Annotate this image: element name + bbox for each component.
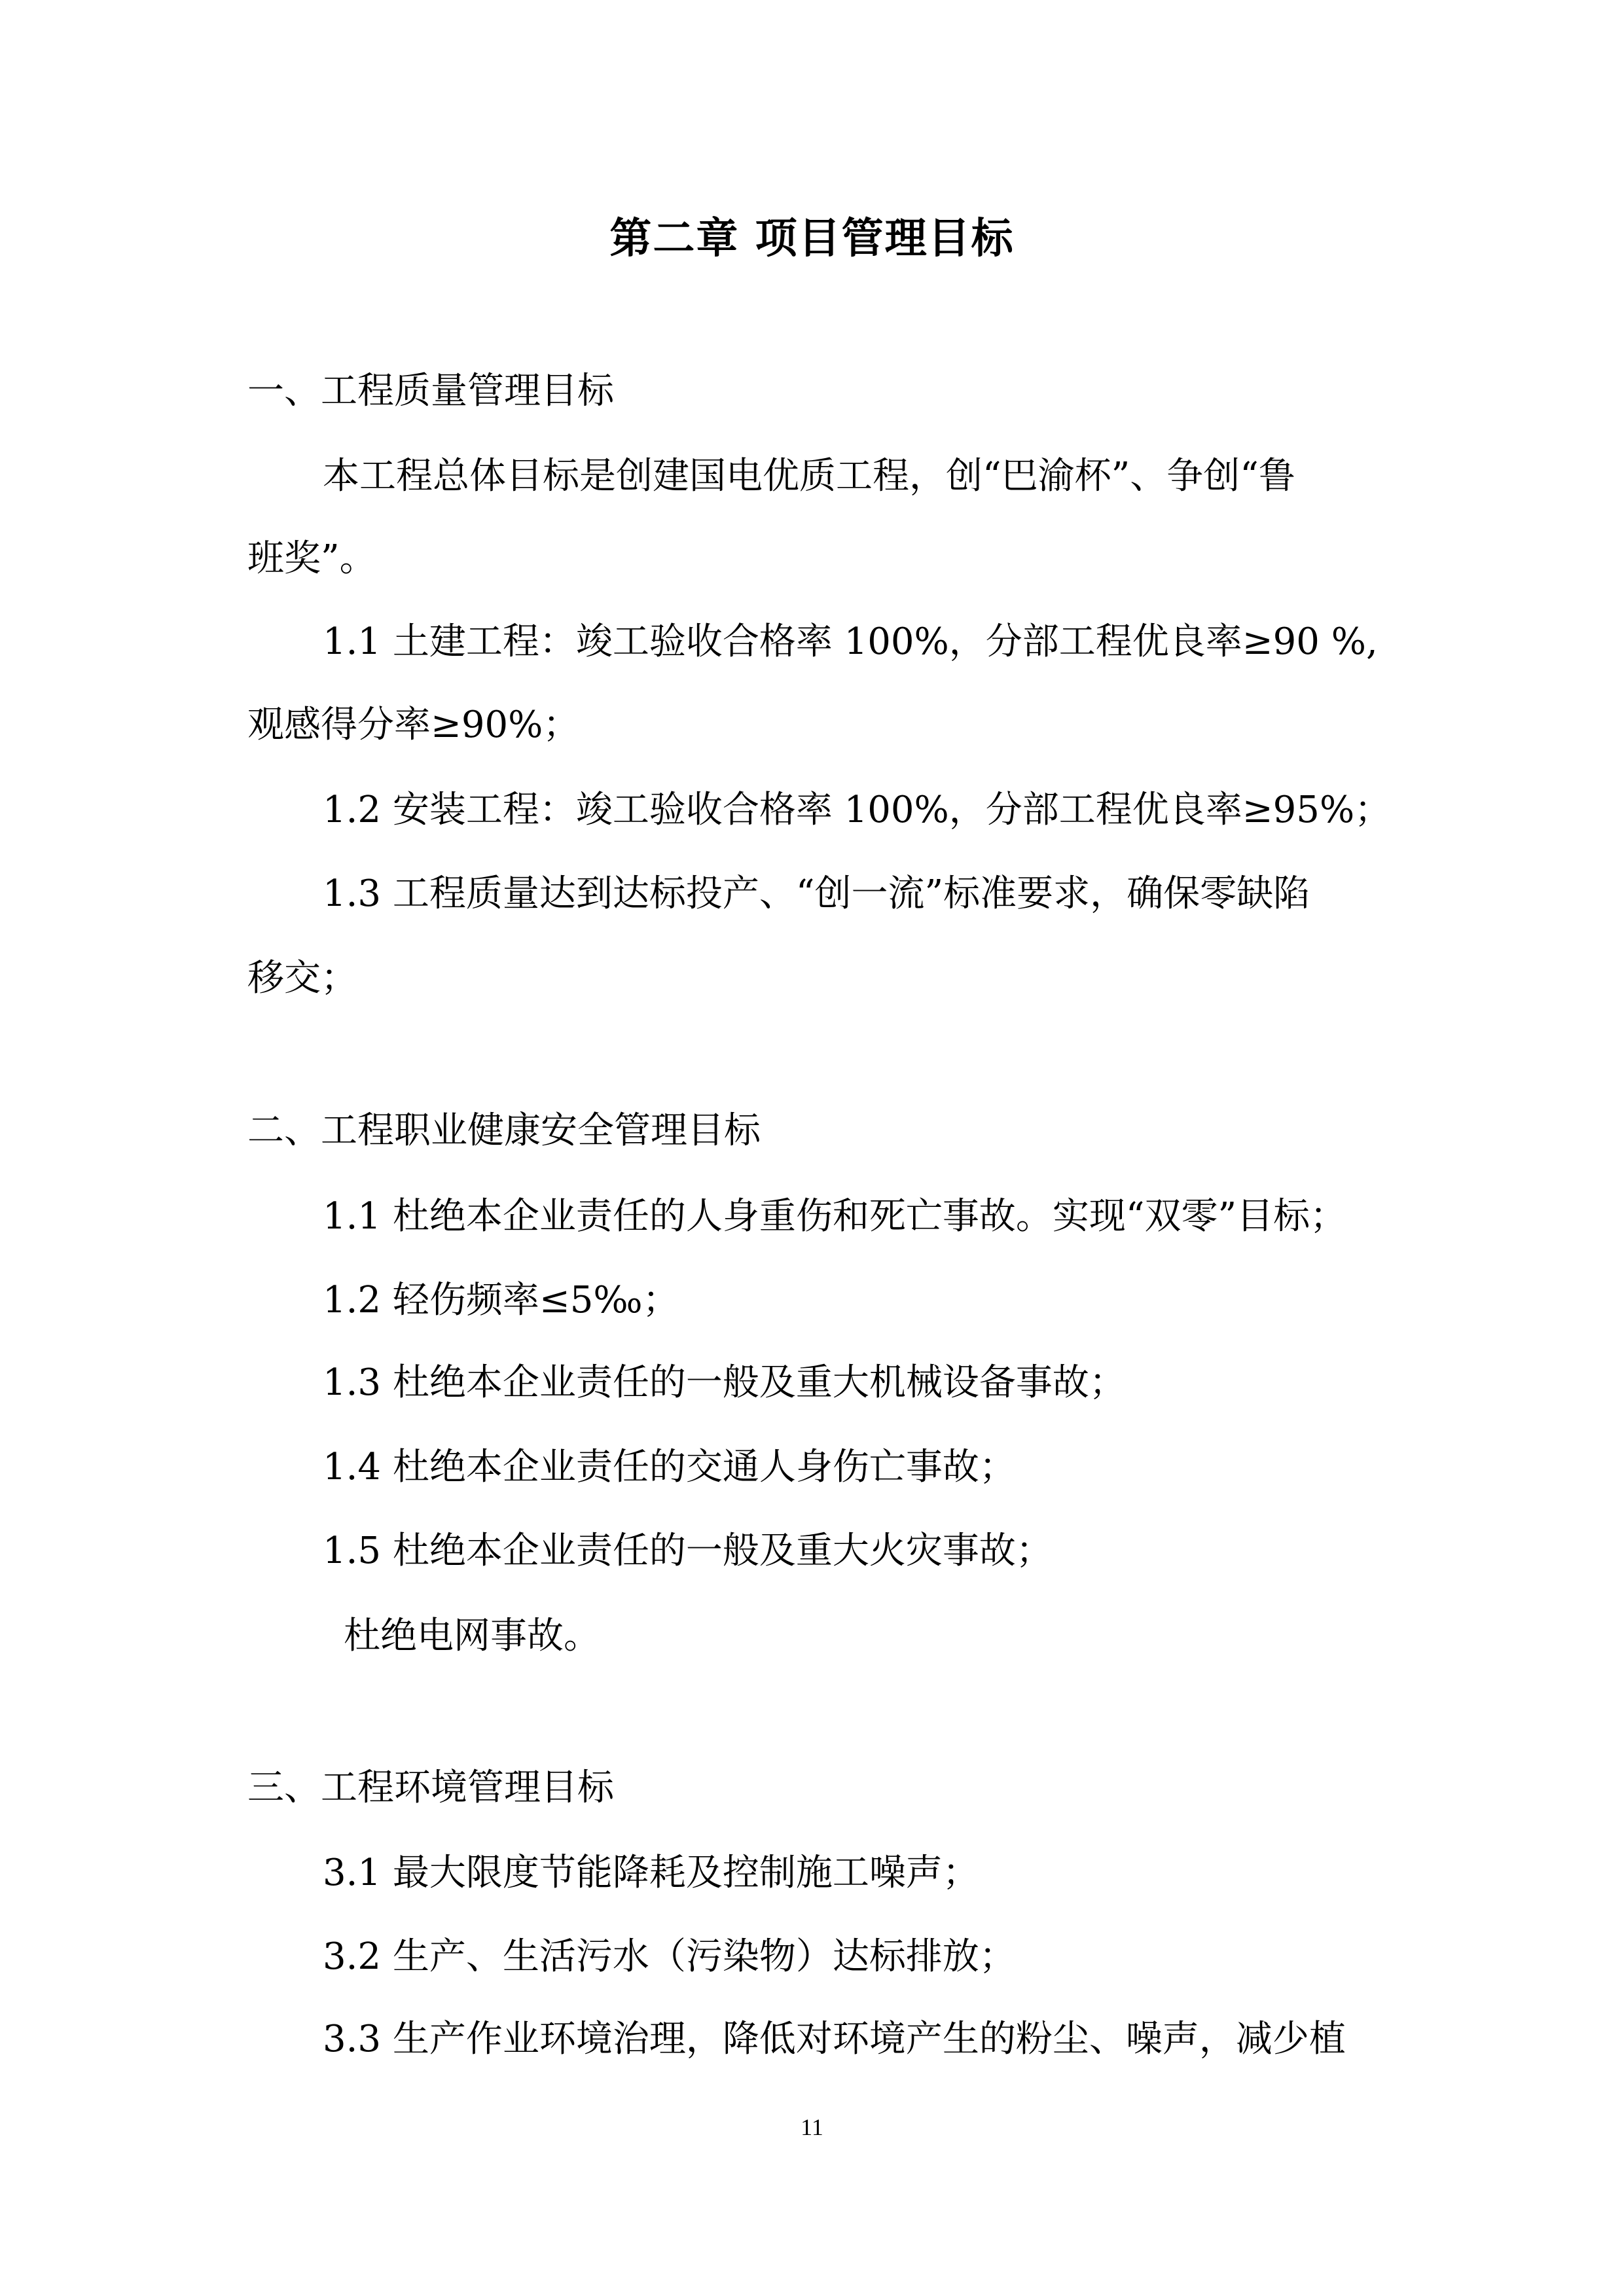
paragraph-line: 1.3 工程质量达到达标投产、“创一流”标准要求，确保零缺陷 [323, 872, 1310, 915]
paragraph-line: 1.5 杜绝本企业责任的一般及重大火灾事故； [323, 1530, 1053, 1572]
paragraph-line: 3.2 生产、生活污水（污染物）达标排放； [323, 1935, 1016, 1978]
paragraph-line: 1.4 杜绝本企业责任的交通人身伤亡事故； [323, 1446, 1016, 1488]
paragraph-line: 1.1 土建工程：竣工验收合格率 100%，分部工程优良率≥90 %, [323, 620, 1378, 663]
paragraph-line: 班奖”。 [247, 537, 376, 580]
paragraph-line: 杜绝电网事故。 [344, 1615, 600, 1657]
chapter-title: 第二章 项目管理目标 [609, 215, 1015, 263]
paragraph-line: 本工程总体目标是创建国电优质工程，创“巴渝杯”、争创“鲁 [323, 455, 1295, 497]
paragraph-line: 1.2 轻伤频率≤5‰； [323, 1279, 679, 1321]
paragraph-line: 3.1 最大限度节能降耗及控制施工噪声； [323, 1852, 979, 1894]
page-number: 11 [801, 2114, 823, 2140]
paragraph-line: 1.1 杜绝本企业责任的人身重伤和死亡事故。实现“双零”目标； [323, 1195, 1347, 1238]
section-heading-safety: 二、工程职业健康安全管理目标 [247, 1109, 761, 1152]
paragraph-line: 3.3 生产作业环境治理，降低对环境产生的粉尘、噪声，减少植 [323, 2018, 1346, 2060]
paragraph-line: 1.3 杜绝本企业责任的一般及重大机械设备事故； [323, 1361, 1126, 1404]
section-heading-environment: 三、工程环境管理目标 [247, 1767, 614, 1809]
section-heading-quality: 一、工程质量管理目标 [247, 370, 614, 412]
paragraph-line: 1.2 安装工程：竣工验收合格率 100%，分部工程优良率≥95%； [323, 789, 1392, 831]
paragraph-line: 移交； [247, 957, 357, 999]
paragraph-line: 观感得分率≥90%； [247, 704, 580, 746]
